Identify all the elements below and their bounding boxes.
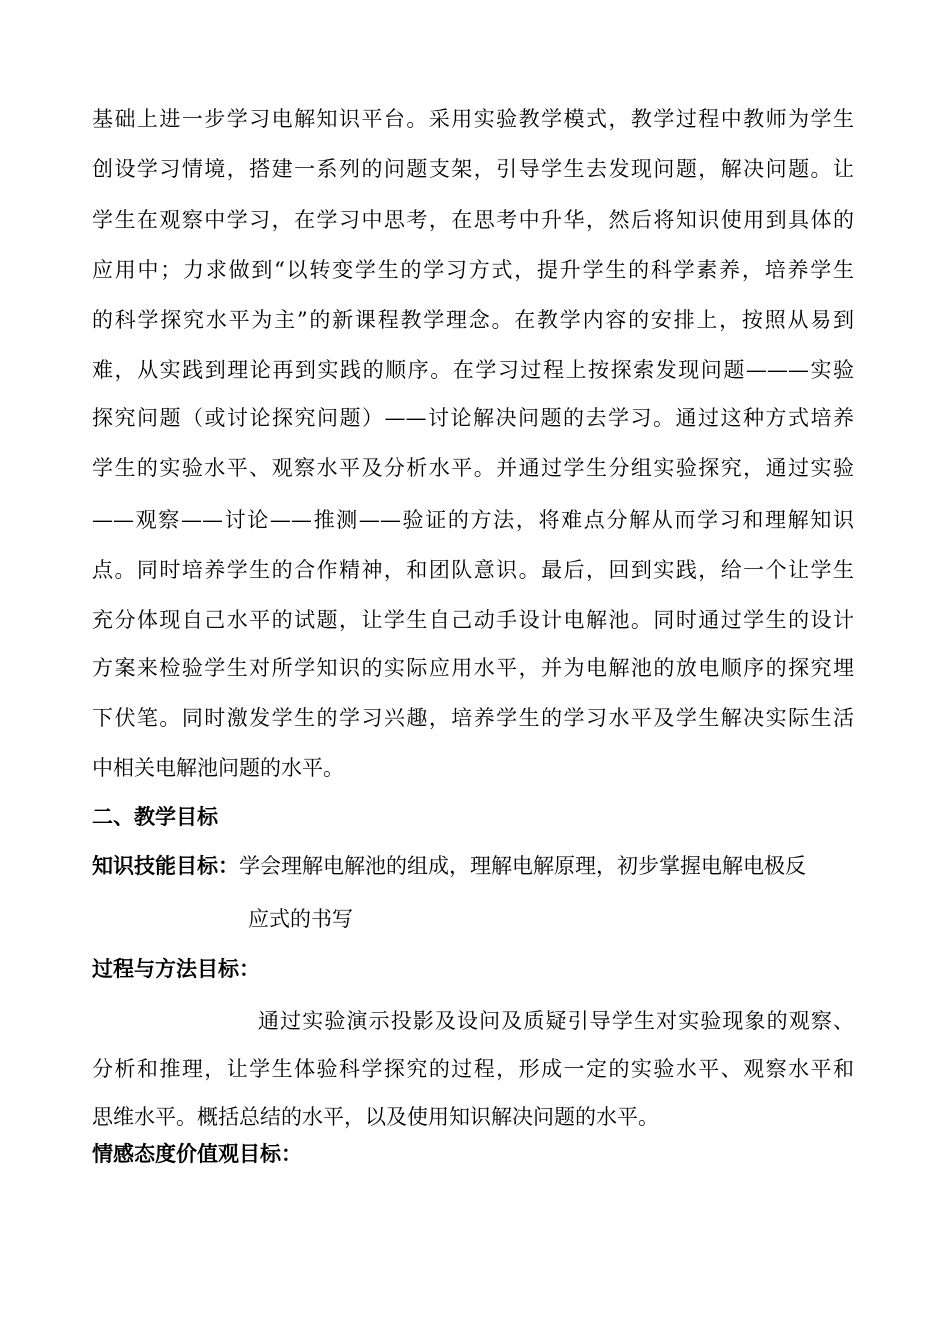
emotion-goal-label: 情感态度价值观目标： bbox=[92, 1141, 302, 1166]
paragraph-line: ——观察——讨论——推测——验证的方法，将难点分解从而学习和理解知识 bbox=[92, 508, 854, 532]
process-goal-label: 过程与方法目标： bbox=[92, 956, 260, 981]
knowledge-goal-row bbox=[92, 853, 854, 879]
paragraph-line: 创设学习情境，搭建一系列的问题支架，引导学生去发现问题，解决问题。让 bbox=[92, 157, 854, 181]
paragraph-line: 应用中；力求做到“以转变学生的学习方式，提升学生的科学素养，培养学生 bbox=[92, 258, 854, 282]
process-goal-line: 思维水平。概括总结的水平，以及使用知识解决问题的水平。 bbox=[92, 1105, 659, 1129]
paragraph-line: 学生在观察中学习，在学习中思考，在思考中升华，然后将知识使用到具体的 bbox=[92, 208, 854, 232]
process-goal-line: 通过实验演示投影及设问及质疑引导学生对实验现象的观察、 bbox=[258, 1009, 854, 1033]
paragraph-line: 的科学探究水平为主”的新课程教学理念。在教学内容的安排上，按照从易到 bbox=[92, 308, 854, 332]
paragraph-line: 基础上进一步学习电解知识平台。采用实验教学模式，教学过程中教师为学生 bbox=[92, 107, 854, 131]
knowledge-goal-text-continued: 应式的书写 bbox=[248, 907, 353, 931]
paragraph-line: 方案来检验学生对所学知识的实际应用水平，并为电解池的放电顺序的探究埋 bbox=[92, 656, 854, 680]
paragraph-line: 充分体现自己水平的试题，让学生自己动手设计电解池。同时通过学生的设计 bbox=[92, 608, 854, 632]
knowledge-goal-text: 学会理解电解池的组成，理解电解原理，初步掌握电解电极反 bbox=[239, 854, 806, 878]
knowledge-goal-label: 知识技能目标： bbox=[92, 853, 239, 878]
paragraph-line: 点。同时培养学生的合作精神，和团队意识。最后，回到实践，给一个让学生 bbox=[92, 558, 854, 582]
process-goal-line: 分析和推理，让学生体验科学探究的过程，形成一定的实验水平、观察水平和 bbox=[92, 1057, 854, 1081]
paragraph-line: 中相关电解池问题的水平。 bbox=[92, 756, 344, 780]
paragraph-line: 探究问题（或讨论探究问题）——讨论解决问题的去学习。通过这种方式培养 bbox=[92, 406, 854, 430]
paragraph-line: 学生的实验水平、观察水平及分析水平。并通过学生分组实验探究，通过实验 bbox=[92, 456, 854, 480]
section-heading: 二、教学目标 bbox=[92, 804, 218, 829]
paragraph-line: 下伏笔。同时激发学生的学习兴趣，培养学生的学习水平及学生解决实际生活 bbox=[92, 706, 854, 730]
paragraph-line: 难，从实践到理论再到实践的顺序。在学习过程上按探索发现问题———实验 bbox=[92, 358, 854, 382]
